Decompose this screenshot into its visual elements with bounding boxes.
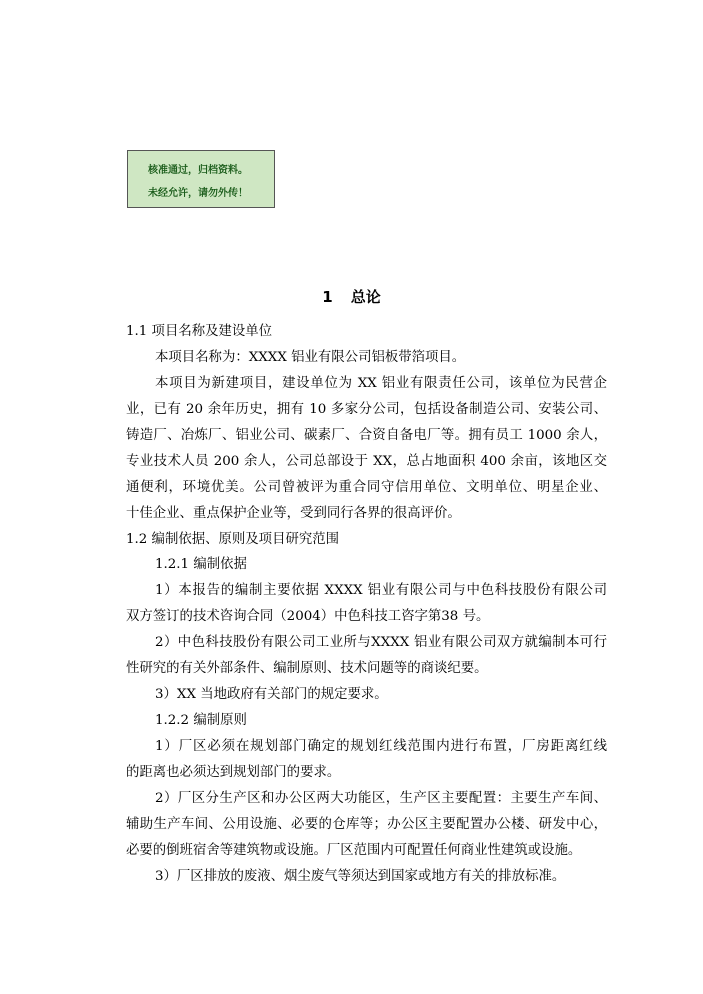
- company-intro-line: 专业技术人员 200 余人，公司总部设于 XX，总占地面积 400 余亩，该地区交: [126, 454, 607, 469]
- subsection-heading-1-2-2: 1.2.2 编制原则: [155, 713, 247, 728]
- principle-item-2-line: 必要的倒班宿舍等建筑物或设施。厂区范围内可配置任何商业性建筑或设施。: [126, 843, 582, 858]
- basis-item-2-line: 2）中色科技股份有限公司工业所与XXXX 铝业有限公司双方就编制本可行: [155, 635, 607, 650]
- company-intro-line: 业，已有 20 余年历史，拥有 10 多家分公司，包括设备制造公司、安装公司、: [126, 402, 607, 417]
- principle-item-2-line: 辅助生产车间、公用设施、必要的仓库等；办公区主要配置办公楼、研发中心，: [126, 817, 607, 832]
- principle-item-2-line: 2）厂区分生产区和办公区两大功能区，生产区主要配置：主要生产车间、: [155, 791, 607, 806]
- notice-line-approved: 核准通过，归档资料。: [148, 165, 248, 176]
- principle-item-1-line: 1）厂区必须在规划部门确定的规划红线范围内进行布置，厂房距离红线: [155, 739, 607, 754]
- chapter-number: 1: [322, 288, 333, 306]
- company-intro-line: 十佳企业、重点保护企业等，受到同行各界的很高评价。: [126, 506, 461, 521]
- basis-item-1-line: 双方签订的技术咨询合同（2004）中色科技工咨字第38 号。: [126, 609, 490, 624]
- project-name-paragraph: 本项目名称为：XXXX 铝业有限公司铝板带箔项目。: [155, 350, 466, 365]
- chapter-title-text: 总论: [350, 288, 381, 306]
- archive-notice-box: [127, 150, 275, 208]
- basis-item-2-line: 性研究的有关外部条件、编制原则、技术问题等的商谈纪要。: [126, 661, 488, 676]
- basis-item-1-line: 1）本报告的编制主要依据 XXXX 铝业有限公司与中色科技股份有限公司: [155, 583, 607, 598]
- section-heading-1-1: 1.1 项目名称及建设单位: [126, 324, 273, 339]
- subsection-heading-1-2-1: 1.2.1 编制依据: [155, 557, 247, 572]
- company-intro-line: 本项目为新建项目，建设单位为 XX 铝业有限责任公司，该单位为民营企: [155, 376, 607, 391]
- principle-item-3: 3）厂区排放的废液、烟尘废气等须达到国家或地方有关的排放标准。: [155, 869, 566, 884]
- basis-item-3: 3）XX 当地政府有关部门的规定要求。: [155, 687, 388, 702]
- company-intro-line: 铸造厂、冶炼厂、铝业公司、碳素厂、合资自备电厂等。拥有员工 1000 余人，: [126, 428, 607, 443]
- principle-item-1-line: 的距离也必须达到规划部门的要求。: [126, 765, 341, 780]
- chapter-title: [0, 286, 703, 307]
- section-heading-1-2: 1.2 编制依据、原则及项目研究范围: [126, 532, 340, 547]
- notice-line-confidential: 未经允许，请勿外传！: [148, 188, 248, 199]
- company-intro-line: 通便利，环境优美。公司曾被评为重合同守信用单位、文明单位、明星企业、: [126, 480, 607, 495]
